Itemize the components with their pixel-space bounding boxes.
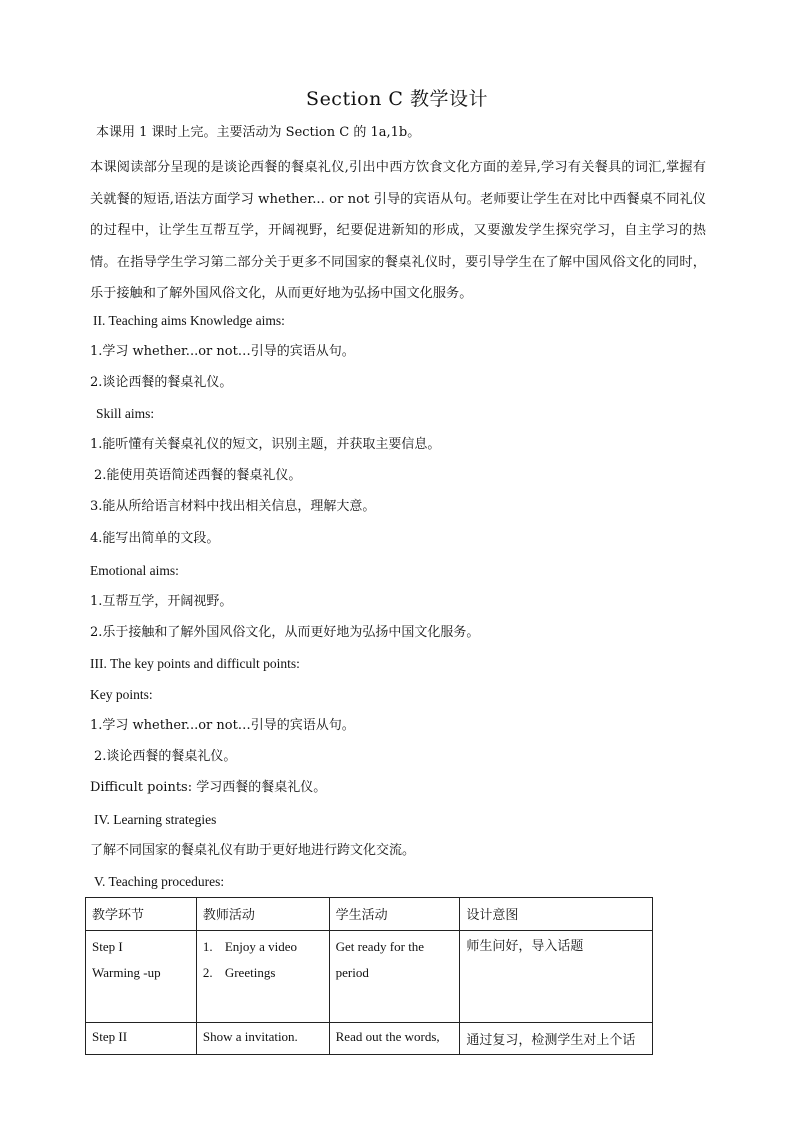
skill-aim-item: 2.能使用英语简述西餐的餐桌礼仪。 — [94, 468, 302, 483]
strategies-heading: IV. Learning strategies — [94, 812, 217, 827]
table-cell: 通过复习，检测学生对上个话 — [460, 1023, 653, 1055]
key-point-item: 1.学习 whether...or not…引导的宾语从句。 — [90, 718, 355, 733]
table-header-cell: 教师活动 — [196, 898, 329, 931]
difficult-points: Difficult points: 学习西餐的餐桌礼仪。 — [90, 780, 327, 795]
step-label: Step I — [92, 939, 123, 954]
knowledge-aim-item: 1.学习 whether...or not…引导的宾语从句。 — [90, 344, 355, 359]
emotional-aim-item: 2.乐于接触和了解外国风俗文化，从而更好地为弘扬中国文化服务。 — [90, 625, 480, 640]
table-cell — [196, 931, 329, 1023]
aims-heading: II. Teaching aims Knowledge aims: — [93, 313, 285, 328]
key-points-label: Key points: — [90, 687, 153, 702]
item-number: 1. — [202, 939, 213, 954]
table-cell: Show a invitation. — [196, 1023, 329, 1055]
procedures-table — [85, 897, 653, 1055]
table-header-cell: 教学环节 — [86, 898, 197, 931]
knowledge-aim-item: 2.谈论西餐的餐桌礼仪。 — [90, 375, 233, 390]
teacher-activity-item — [203, 937, 323, 957]
strategies-text: 了解不同国家的餐桌礼仪有助于更好地进行跨文化交流。 — [90, 843, 416, 858]
table-row — [86, 931, 653, 1023]
table-header-cell: 学生活动 — [329, 898, 460, 931]
key-point-item: 2.谈论西餐的餐桌礼仪。 — [94, 749, 237, 764]
skill-aim-item: 3.能从所给语言材料中找出相关信息，理解大意。 — [90, 499, 376, 514]
skill-aims-heading: Skill aims: — [96, 406, 155, 421]
emotional-aim-item: 1.互帮互学，开阔视野。 — [90, 594, 233, 609]
skill-aim-item: 4.能写出简单的文段。 — [90, 531, 220, 546]
stage-label: Warming -up — [92, 965, 161, 980]
student-activity-line: period — [335, 965, 369, 980]
procedures-heading: V. Teaching procedures: — [94, 874, 225, 889]
key-points-heading: III. The key points and difficult points: — [90, 656, 300, 671]
table-cell — [460, 931, 653, 1023]
table-cell: Read out the words, — [329, 1023, 460, 1055]
item-text: Greetings — [224, 965, 276, 980]
page-title: Section C 教学设计 — [306, 88, 488, 110]
intro-line: 本课用 1 课时上完。主要活动为 Section C 的 1a,1b。 — [96, 125, 421, 140]
design-intent: 师生问好，导入话题 — [466, 939, 584, 954]
skill-aim-item: 1.能听懂有关餐桌礼仪的短文，识别主题，并获取主要信息。 — [90, 437, 441, 452]
table-header-row — [86, 898, 653, 931]
emotional-aims-heading: Emotional aims: — [90, 563, 179, 578]
intro-paragraph: 本课阅读部分呈现的是谈论西餐的餐桌礼仪,引出中西方饮食文化方面的差异,学习有关餐具的词汇,掌握有关就餐的短语,语法方面学习 whether... or not 引导的宾语从句。老师要让学生在对比中西餐桌不同礼仪的过程中，让学生互帮互学，开阔视野，纪要促进新知的形成，又要激发学生探究学习，自主学习的热情。在指导学生学习第二部分关于更多不同国家的餐桌礼仪时，要引导学生在了解中国风俗文化的同时，乐于接触和了解外国风俗文化，从而更好地为弘扬中国文化服务。 — [90, 160, 706, 301]
item-number: 2. — [202, 965, 213, 980]
table-cell — [329, 931, 460, 1023]
item-text: Enjoy a video — [224, 939, 298, 954]
table-row — [86, 1023, 653, 1055]
table-header-cell: 设计意图 — [460, 898, 653, 931]
table-cell — [86, 931, 197, 1023]
table-cell: Step II — [86, 1023, 197, 1055]
student-activity-line: Get ready for the — [335, 939, 425, 954]
teacher-activity-item — [203, 957, 323, 989]
